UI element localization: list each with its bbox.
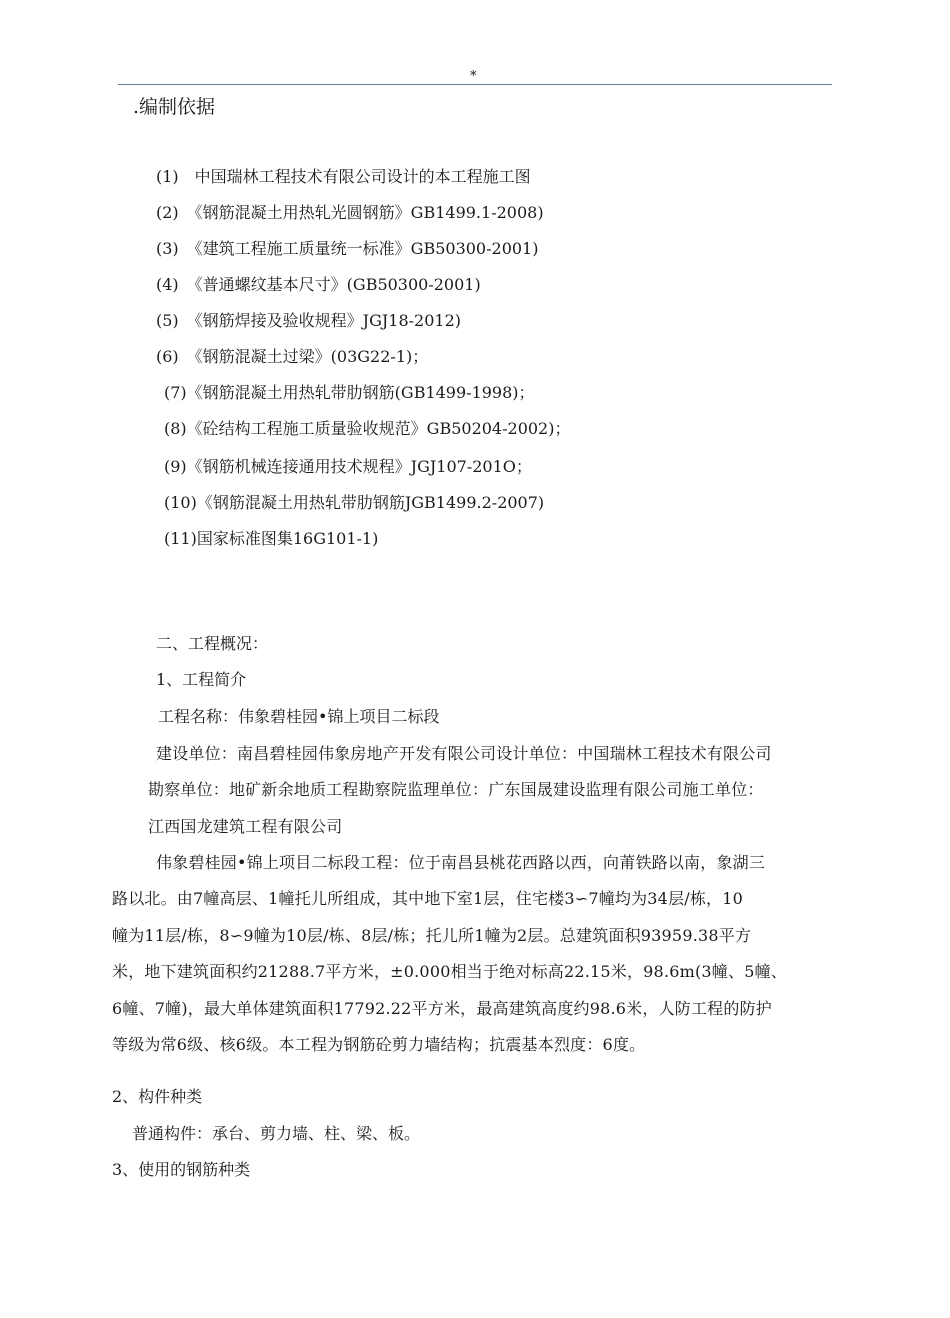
basis-item-11: (11)国家标准图集16G101-1) (164, 529, 379, 548)
subsection-components: 2、构件种类 (112, 1087, 203, 1106)
basis-item-4: (4) 《普通螺纹基本尺寸》(GB50300-2001) (156, 275, 481, 294)
basis-item-10: (10)《钢筋混凝土用热轧带肋钢筋JGB1499.2-2007) (164, 493, 545, 512)
basis-item-9: (9)《钢筋机械连接通用技术规程》JGJ107-201O； (164, 457, 532, 476)
project-name: 工程名称：伟象碧桂园•锦上项目二标段 (158, 707, 440, 726)
desc-line-6: 等级为常6级、核6级。本工程为钢筋砼剪力墙结构；抗震基本烈度：6度。 (112, 1035, 646, 1054)
units-line-2: 勘察单位：地矿新余地质工程勘察院监理单位：广东国晟建设监理有限公司施工单位： (148, 780, 764, 799)
units-line-3: 江西国龙建筑工程有限公司 (148, 817, 343, 836)
header-rule (118, 84, 832, 85)
basis-item-3: (3) 《建筑工程施工质量统一标准》GB50300-2001) (156, 239, 539, 258)
subsection-rebar-types: 3、使用的钢筋种类 (112, 1160, 251, 1179)
section-title-basis: .编制依据 (133, 96, 216, 118)
desc-line-5: 6幢、7幢)，最大单体建筑面积17792.22平方米，最高建筑高度约98.6米，人防工程的防护 (112, 999, 772, 1018)
section-title-overview: 二、工程概况： (156, 634, 269, 653)
desc-line-1: 伟象碧桂园•锦上项目二标段工程：位于南昌县桃花西路以西，向莆铁路以南，象湖三 (156, 853, 766, 872)
components-text: 普通构件：承台、剪力墙、柱、梁、板。 (132, 1124, 421, 1143)
subsection-intro: 1、工程简介 (156, 670, 247, 689)
units-line-1: 建设单位：南昌碧桂园伟象房地产开发有限公司设计单位：中国瑞林工程技术有限公司 (156, 744, 772, 763)
header-mark: * (470, 69, 477, 84)
desc-line-4: 米，地下建筑面积约21288.7平方米，±0.000相当于绝对标高22.15米，98.6m(3幢、5幢、 (112, 962, 787, 981)
desc-line-2: 路以北。由7幢高层、1幢托儿所组成，其中地下室1层，住宅楼3∽7幢均为34层/栋，10 (112, 889, 744, 908)
basis-item-8: (8)《砼结构工程施工质量验收规范》GB50204-2002)； (164, 419, 571, 438)
basis-item-6: (6) 《钢筋混凝土过梁》(03G22-1)； (156, 347, 429, 366)
basis-item-5: (5) 《钢筋焊接及验收规程》JGJ18-2012) (156, 311, 462, 330)
basis-item-1: (1) 中国瑞林工程技术有限公司设计的本工程施工图 (156, 167, 531, 186)
desc-line-3: 幢为11层/栋，8∽9幢为10层/栋、8层/栋；托儿所1幢为2层。总建筑面积93959.38平方 (112, 926, 752, 945)
basis-item-2: (2) 《钢筋混凝土用热轧光圆钢筋》GB1499.1-2008) (156, 203, 544, 222)
basis-item-7: (7)《钢筋混凝土用热轧带肋钢筋(GB1499-1998)； (164, 383, 535, 402)
